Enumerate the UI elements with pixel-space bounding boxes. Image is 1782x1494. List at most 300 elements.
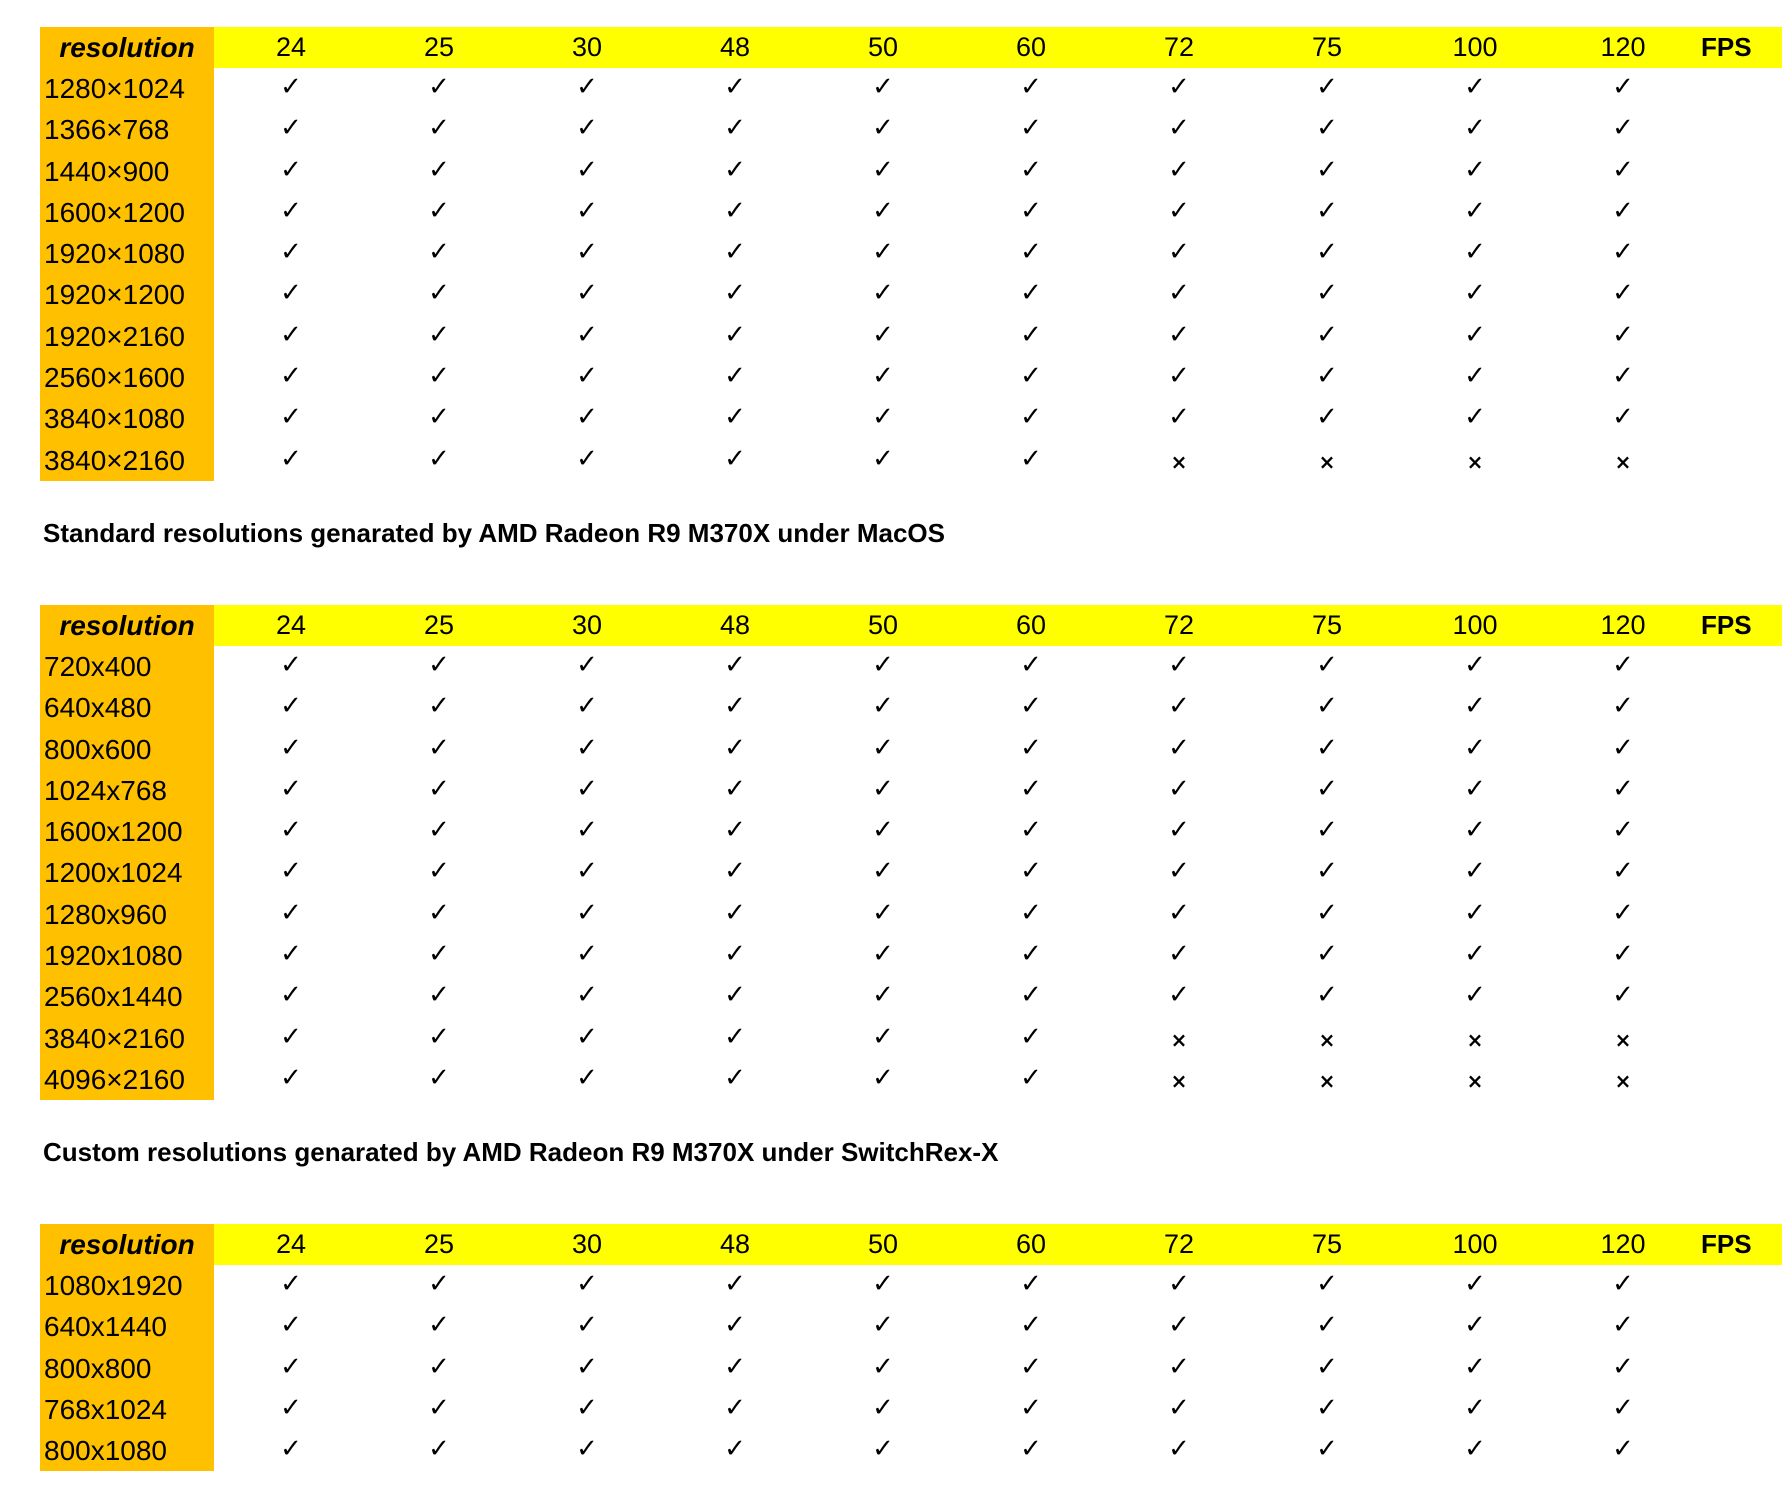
fps-unit-label: FPS xyxy=(1701,1229,1752,1259)
check-icon: ✓ xyxy=(280,939,302,970)
check-icon: ✓ xyxy=(1316,1269,1338,1299)
check-icon: ✓ xyxy=(1168,1434,1190,1465)
check-icon: ✓ xyxy=(1316,815,1338,846)
table-row xyxy=(40,646,1782,687)
check-icon: ✓ xyxy=(428,72,450,102)
check-icon: ✓ xyxy=(724,1021,746,1052)
check-icon: ✓ xyxy=(872,732,894,763)
table-row xyxy=(40,1059,1782,1100)
check-icon: ✓ xyxy=(724,1434,746,1465)
fps-unit-label: FPS xyxy=(1701,610,1752,640)
check-icon: ✓ xyxy=(724,939,746,970)
check-icon: ✓ xyxy=(576,319,598,350)
check-icon: ✓ xyxy=(872,815,894,846)
check-icon: ✓ xyxy=(576,113,598,144)
resolution-table-2 xyxy=(40,605,1782,1100)
check-icon: ✓ xyxy=(724,361,746,392)
table-row xyxy=(40,1430,1782,1471)
check-icon: ✓ xyxy=(576,278,598,309)
check-icon: ✓ xyxy=(1316,361,1338,392)
check-icon: ✓ xyxy=(1020,278,1042,309)
check-icon: ✓ xyxy=(1020,815,1042,846)
check-icon: ✓ xyxy=(872,650,894,680)
check-icon: ✓ xyxy=(576,1434,598,1465)
check-icon: ✓ xyxy=(1612,939,1634,970)
resolution-cell: 3840×2160 xyxy=(40,440,214,481)
check-icon: ✓ xyxy=(428,402,450,433)
check-icon: ✓ xyxy=(1020,691,1042,722)
check-icon: ✓ xyxy=(1316,980,1338,1011)
check-icon: ✓ xyxy=(1168,154,1190,185)
check-icon: ✓ xyxy=(428,650,450,680)
resolution-cell: 640x1440 xyxy=(40,1306,214,1347)
table-row xyxy=(40,357,1782,398)
check-icon: ✓ xyxy=(1168,815,1190,846)
resolution-cell: 1440×900 xyxy=(40,151,214,192)
check-icon: ✓ xyxy=(724,154,746,185)
check-icon: ✓ xyxy=(428,154,450,185)
check-icon: ✓ xyxy=(1020,237,1042,268)
cross-icon: × xyxy=(1170,1027,1188,1052)
table-row xyxy=(40,233,1782,274)
check-icon: ✓ xyxy=(576,1021,598,1052)
check-icon: ✓ xyxy=(872,72,894,102)
check-icon: ✓ xyxy=(1612,856,1634,887)
check-icon: ✓ xyxy=(872,1021,894,1052)
check-icon: ✓ xyxy=(576,1310,598,1341)
check-icon: ✓ xyxy=(1612,691,1634,722)
check-icon: ✓ xyxy=(1316,237,1338,268)
check-icon: ✓ xyxy=(1020,1434,1042,1465)
check-icon: ✓ xyxy=(280,72,302,102)
check-icon: ✓ xyxy=(1168,72,1190,102)
fps-column-header: 72 xyxy=(1163,1229,1195,1259)
fps-column-header: 48 xyxy=(719,32,751,62)
fps-column-header: 25 xyxy=(423,1229,455,1259)
fps-column-header: 100 xyxy=(1452,32,1498,62)
check-icon: ✓ xyxy=(428,1310,450,1341)
check-icon: ✓ xyxy=(1020,443,1042,474)
resolution-cell: 1280x960 xyxy=(40,894,214,935)
check-icon: ✓ xyxy=(724,650,746,680)
check-icon: ✓ xyxy=(1020,195,1042,226)
check-icon: ✓ xyxy=(1020,1310,1042,1341)
check-icon: ✓ xyxy=(428,732,450,763)
check-icon: ✓ xyxy=(428,856,450,887)
check-icon: ✓ xyxy=(1168,691,1190,722)
check-icon: ✓ xyxy=(280,773,302,804)
resolution-cell: 1920x1080 xyxy=(40,935,214,976)
cross-icon: × xyxy=(1614,449,1632,474)
resolution-cell: 768x1024 xyxy=(40,1389,214,1430)
check-icon: ✓ xyxy=(1612,154,1634,185)
check-icon: ✓ xyxy=(1020,1062,1042,1093)
check-icon: ✓ xyxy=(576,237,598,268)
check-icon: ✓ xyxy=(428,1434,450,1465)
check-icon: ✓ xyxy=(1464,113,1486,144)
cross-icon: × xyxy=(1466,1027,1484,1052)
fps-column-header: 24 xyxy=(275,610,307,640)
cross-icon: × xyxy=(1318,449,1336,474)
resolution-cell: 1920×2160 xyxy=(40,316,214,357)
check-icon: ✓ xyxy=(1464,72,1486,102)
check-icon: ✓ xyxy=(724,773,746,804)
resolution-cell: 1920×1200 xyxy=(40,274,214,315)
check-icon: ✓ xyxy=(1168,1269,1190,1299)
check-icon: ✓ xyxy=(872,939,894,970)
check-icon: ✓ xyxy=(280,443,302,474)
check-icon: ✓ xyxy=(1612,1351,1634,1382)
check-icon: ✓ xyxy=(428,939,450,970)
check-icon: ✓ xyxy=(872,980,894,1011)
check-icon: ✓ xyxy=(428,113,450,144)
check-icon: ✓ xyxy=(1612,319,1634,350)
check-icon: ✓ xyxy=(1020,402,1042,433)
check-icon: ✓ xyxy=(280,1310,302,1341)
check-icon: ✓ xyxy=(1464,1269,1486,1299)
check-icon: ✓ xyxy=(872,897,894,928)
table-header xyxy=(40,27,1782,68)
check-icon: ✓ xyxy=(1612,113,1634,144)
check-icon: ✓ xyxy=(1464,732,1486,763)
check-icon: ✓ xyxy=(576,939,598,970)
resolution-table-3 xyxy=(40,1224,1782,1471)
check-icon: ✓ xyxy=(1168,1310,1190,1341)
resolution-cell: 2560×1600 xyxy=(40,357,214,398)
check-icon: ✓ xyxy=(1464,1310,1486,1341)
caption-custom-resolutions: Custom resolutions genarated by AMD Radeon R9 M370X under SwitchRex-X xyxy=(43,1137,999,1167)
check-icon: ✓ xyxy=(280,856,302,887)
check-icon: ✓ xyxy=(1168,319,1190,350)
check-icon: ✓ xyxy=(280,1021,302,1052)
fps-column-header: 50 xyxy=(867,1229,899,1259)
check-icon: ✓ xyxy=(428,1269,450,1299)
table-row xyxy=(40,729,1782,770)
check-icon: ✓ xyxy=(1464,897,1486,928)
caption-standard-resolutions: Standard resolutions genarated by AMD Radeon R9 M370X under MacOS xyxy=(43,518,946,548)
resolution-cell: 4096×2160 xyxy=(40,1059,214,1100)
check-icon: ✓ xyxy=(576,1269,598,1299)
check-icon: ✓ xyxy=(1168,732,1190,763)
check-icon: ✓ xyxy=(1168,650,1190,680)
table-rows xyxy=(40,646,1782,1100)
resolution-cell: 1024x768 xyxy=(40,770,214,811)
table-row xyxy=(40,935,1782,976)
check-icon: ✓ xyxy=(1612,278,1634,309)
check-icon: ✓ xyxy=(724,732,746,763)
check-icon: ✓ xyxy=(1020,361,1042,392)
check-icon: ✓ xyxy=(1612,1310,1634,1341)
table-row xyxy=(40,440,1782,481)
check-icon: ✓ xyxy=(724,443,746,474)
check-icon: ✓ xyxy=(872,1351,894,1382)
check-icon: ✓ xyxy=(428,278,450,309)
check-icon: ✓ xyxy=(1020,773,1042,804)
check-icon: ✓ xyxy=(872,1434,894,1465)
check-icon: ✓ xyxy=(724,195,746,226)
fps-column-header: 120 xyxy=(1600,610,1646,640)
check-icon: ✓ xyxy=(1464,939,1486,970)
check-icon: ✓ xyxy=(1316,154,1338,185)
check-icon: ✓ xyxy=(280,319,302,350)
check-icon: ✓ xyxy=(1316,897,1338,928)
resolution-cell: 1280×1024 xyxy=(40,68,214,109)
table-row xyxy=(40,976,1782,1017)
check-icon: ✓ xyxy=(1612,1269,1634,1299)
check-icon: ✓ xyxy=(1020,154,1042,185)
check-icon: ✓ xyxy=(576,856,598,887)
check-icon: ✓ xyxy=(1464,773,1486,804)
check-icon: ✓ xyxy=(280,980,302,1011)
check-icon: ✓ xyxy=(1020,980,1042,1011)
check-icon: ✓ xyxy=(576,732,598,763)
check-icon: ✓ xyxy=(576,443,598,474)
check-icon: ✓ xyxy=(428,1021,450,1052)
check-icon: ✓ xyxy=(1612,195,1634,226)
table-row xyxy=(40,811,1782,852)
check-icon: ✓ xyxy=(1020,856,1042,887)
resolution-cell: 800x800 xyxy=(40,1348,214,1389)
resolution-cell: 3840×1080 xyxy=(40,398,214,439)
table-row xyxy=(40,398,1782,439)
check-icon: ✓ xyxy=(1316,72,1338,102)
check-icon: ✓ xyxy=(724,1062,746,1093)
check-icon: ✓ xyxy=(724,402,746,433)
check-icon: ✓ xyxy=(1168,237,1190,268)
fps-column-header: 50 xyxy=(867,32,899,62)
check-icon: ✓ xyxy=(1464,1351,1486,1382)
check-icon: ✓ xyxy=(1612,815,1634,846)
fps-column-header: 50 xyxy=(867,610,899,640)
fps-column-header: 24 xyxy=(275,32,307,62)
check-icon: ✓ xyxy=(280,1434,302,1465)
check-icon: ✓ xyxy=(1316,278,1338,309)
check-icon: ✓ xyxy=(724,72,746,102)
fps-column-header: 30 xyxy=(571,32,603,62)
table-row xyxy=(40,1389,1782,1430)
resolution-cell: 1600×1200 xyxy=(40,192,214,233)
check-icon: ✓ xyxy=(872,1269,894,1299)
check-icon: ✓ xyxy=(576,361,598,392)
resolution-cell: 1080x1920 xyxy=(40,1265,214,1306)
check-icon: ✓ xyxy=(872,1310,894,1341)
fps-column-header: 60 xyxy=(1015,32,1047,62)
fps-column-header: 30 xyxy=(571,1229,603,1259)
check-icon: ✓ xyxy=(280,278,302,309)
table-row xyxy=(40,894,1782,935)
fps-column-header: 75 xyxy=(1311,1229,1343,1259)
check-icon: ✓ xyxy=(280,195,302,226)
check-icon: ✓ xyxy=(1168,195,1190,226)
check-icon: ✓ xyxy=(724,815,746,846)
fps-column-header: 48 xyxy=(719,1229,751,1259)
resolution-cell: 3840×2160 xyxy=(40,1018,214,1059)
cross-icon: × xyxy=(1170,449,1188,474)
check-icon: ✓ xyxy=(428,815,450,846)
check-icon: ✓ xyxy=(872,856,894,887)
check-icon: ✓ xyxy=(872,154,894,185)
fps-column-header: 100 xyxy=(1452,610,1498,640)
table-row xyxy=(40,151,1782,192)
check-icon: ✓ xyxy=(576,650,598,680)
fps-column-header: 24 xyxy=(275,1229,307,1259)
check-icon: ✓ xyxy=(1612,237,1634,268)
check-icon: ✓ xyxy=(1464,691,1486,722)
check-icon: ✓ xyxy=(724,980,746,1011)
resolution-cell: 1600x1200 xyxy=(40,811,214,852)
table-row xyxy=(40,1265,1782,1306)
fps-column-header: 72 xyxy=(1163,610,1195,640)
check-icon: ✓ xyxy=(280,1351,302,1382)
table-row xyxy=(40,687,1782,728)
check-icon: ✓ xyxy=(280,650,302,680)
fps-column-header: 120 xyxy=(1600,1229,1646,1259)
check-icon: ✓ xyxy=(1020,650,1042,680)
check-icon: ✓ xyxy=(1464,856,1486,887)
table-header xyxy=(40,605,1782,646)
check-icon: ✓ xyxy=(724,1351,746,1382)
check-icon: ✓ xyxy=(428,1392,450,1423)
table-row xyxy=(40,192,1782,233)
check-icon: ✓ xyxy=(1168,897,1190,928)
check-icon: ✓ xyxy=(1020,732,1042,763)
check-icon: ✓ xyxy=(1612,402,1634,433)
cross-icon: × xyxy=(1318,1068,1336,1093)
check-icon: ✓ xyxy=(576,1351,598,1382)
table-rows xyxy=(40,68,1782,481)
table-row xyxy=(40,109,1782,150)
fps-column-header: 72 xyxy=(1163,32,1195,62)
check-icon: ✓ xyxy=(576,72,598,102)
check-icon: ✓ xyxy=(576,773,598,804)
check-icon: ✓ xyxy=(1612,732,1634,763)
check-icon: ✓ xyxy=(428,1062,450,1093)
check-icon: ✓ xyxy=(576,980,598,1011)
check-icon: ✓ xyxy=(1168,361,1190,392)
table-rows xyxy=(40,1265,1782,1471)
fps-unit-label: FPS xyxy=(1701,32,1752,62)
resolution-header: resolution xyxy=(40,27,214,68)
check-icon: ✓ xyxy=(280,154,302,185)
check-icon: ✓ xyxy=(1316,773,1338,804)
cross-icon: × xyxy=(1614,1068,1632,1093)
check-icon: ✓ xyxy=(872,319,894,350)
table-row xyxy=(40,770,1782,811)
fps-column-header: 25 xyxy=(423,32,455,62)
check-icon: ✓ xyxy=(1316,1434,1338,1465)
check-icon: ✓ xyxy=(724,319,746,350)
check-icon: ✓ xyxy=(1020,1392,1042,1423)
fps-column-header: 60 xyxy=(1015,1229,1047,1259)
check-icon: ✓ xyxy=(576,691,598,722)
resolution-cell: 800x1080 xyxy=(40,1430,214,1471)
check-icon: ✓ xyxy=(1464,195,1486,226)
check-icon: ✓ xyxy=(428,1351,450,1382)
check-icon: ✓ xyxy=(1316,856,1338,887)
check-icon: ✓ xyxy=(872,402,894,433)
check-icon: ✓ xyxy=(428,443,450,474)
check-icon: ✓ xyxy=(1612,650,1634,680)
cross-icon: × xyxy=(1614,1027,1632,1052)
check-icon: ✓ xyxy=(724,1310,746,1341)
check-icon: ✓ xyxy=(724,1392,746,1423)
check-icon: ✓ xyxy=(724,1269,746,1299)
check-icon: ✓ xyxy=(872,361,894,392)
check-icon: ✓ xyxy=(872,1392,894,1423)
check-icon: ✓ xyxy=(280,113,302,144)
check-icon: ✓ xyxy=(1020,113,1042,144)
check-icon: ✓ xyxy=(280,1392,302,1423)
check-icon: ✓ xyxy=(1464,154,1486,185)
check-icon: ✓ xyxy=(428,773,450,804)
check-icon: ✓ xyxy=(1612,361,1634,392)
check-icon: ✓ xyxy=(1168,856,1190,887)
check-icon: ✓ xyxy=(1316,939,1338,970)
table-header xyxy=(40,1224,1782,1265)
check-icon: ✓ xyxy=(1316,732,1338,763)
check-icon: ✓ xyxy=(1612,980,1634,1011)
resolution-cell: 2560x1440 xyxy=(40,976,214,1017)
check-icon: ✓ xyxy=(428,195,450,226)
check-icon: ✓ xyxy=(1464,1434,1486,1465)
check-icon: ✓ xyxy=(724,237,746,268)
check-icon: ✓ xyxy=(1168,1392,1190,1423)
table-row xyxy=(40,274,1782,315)
check-icon: ✓ xyxy=(1316,402,1338,433)
check-icon: ✓ xyxy=(576,1392,598,1423)
check-icon: ✓ xyxy=(1464,1392,1486,1423)
table-row xyxy=(40,1306,1782,1347)
check-icon: ✓ xyxy=(872,195,894,226)
check-icon: ✓ xyxy=(1316,1351,1338,1382)
fps-column-header: 120 xyxy=(1600,32,1646,62)
check-icon: ✓ xyxy=(1464,319,1486,350)
check-icon: ✓ xyxy=(280,237,302,268)
check-icon: ✓ xyxy=(1316,319,1338,350)
check-icon: ✓ xyxy=(280,361,302,392)
check-icon: ✓ xyxy=(1168,773,1190,804)
check-icon: ✓ xyxy=(872,237,894,268)
check-icon: ✓ xyxy=(724,278,746,309)
check-icon: ✓ xyxy=(1020,72,1042,102)
check-icon: ✓ xyxy=(1464,980,1486,1011)
check-icon: ✓ xyxy=(1316,691,1338,722)
check-icon: ✓ xyxy=(428,361,450,392)
check-icon: ✓ xyxy=(280,1062,302,1093)
cross-icon: × xyxy=(1466,1068,1484,1093)
check-icon: ✓ xyxy=(872,773,894,804)
resolution-table-1 xyxy=(40,27,1782,481)
check-icon: ✓ xyxy=(1168,1351,1190,1382)
check-icon: ✓ xyxy=(1316,195,1338,226)
resolution-cell: 720x400 xyxy=(40,646,214,687)
check-icon: ✓ xyxy=(724,897,746,928)
check-icon: ✓ xyxy=(872,278,894,309)
check-icon: ✓ xyxy=(724,691,746,722)
table-row xyxy=(40,1018,1782,1059)
check-icon: ✓ xyxy=(1464,278,1486,309)
check-icon: ✓ xyxy=(1020,319,1042,350)
fps-column-header: 30 xyxy=(571,610,603,640)
cross-icon: × xyxy=(1170,1068,1188,1093)
check-icon: ✓ xyxy=(576,195,598,226)
check-icon: ✓ xyxy=(1612,897,1634,928)
fps-column-header: 100 xyxy=(1452,1229,1498,1259)
fps-column-header: 75 xyxy=(1311,32,1343,62)
check-icon: ✓ xyxy=(872,443,894,474)
check-icon: ✓ xyxy=(1168,113,1190,144)
check-icon: ✓ xyxy=(724,856,746,887)
